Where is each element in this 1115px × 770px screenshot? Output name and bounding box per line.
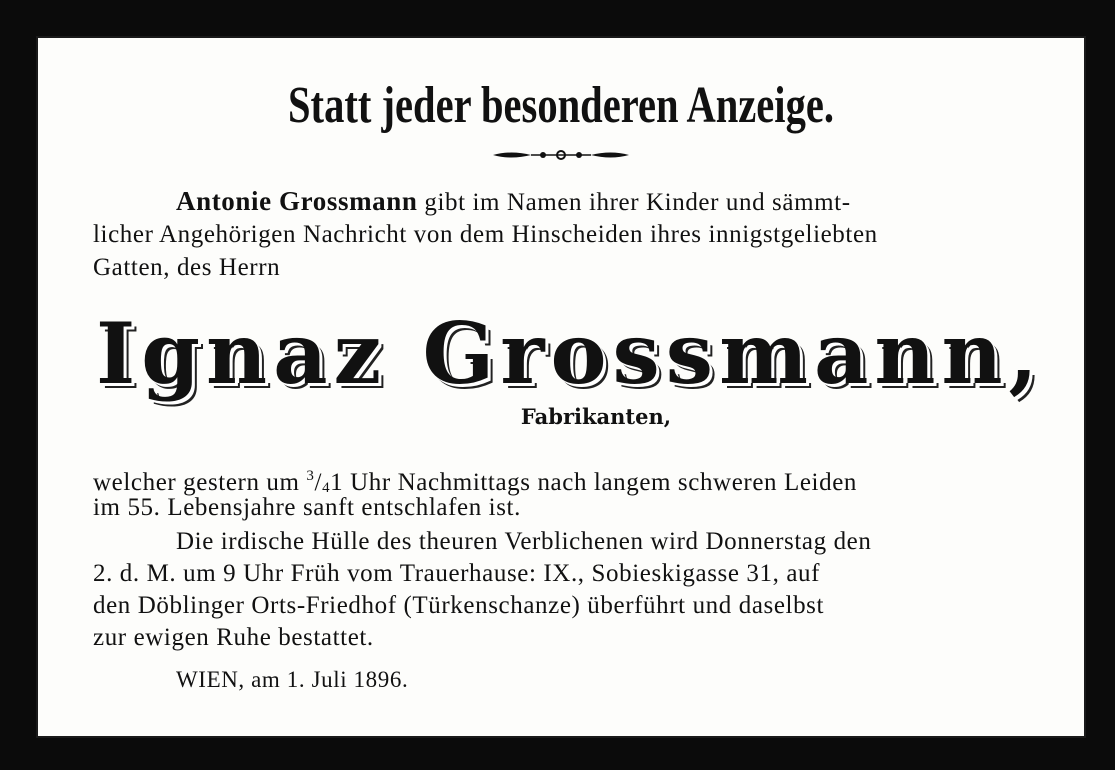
headline: Statt jeder besonderen Anzeige. bbox=[288, 77, 834, 134]
deceased-name: Ignaz Grossmann, bbox=[96, 304, 1044, 403]
intro-line-2: licher Angehörigen Nachricht von dem Hinscheiden ihres innigstgeliebten bbox=[93, 221, 878, 248]
widow-name: Antonie Grossmann bbox=[176, 186, 418, 216]
body2-line-4: zur ewigen Ruhe bestattet. bbox=[93, 624, 374, 651]
body-line-1-text-a: welcher gestern um bbox=[93, 469, 307, 496]
body2-line-3: den Döblinger Orts-Friedhof (Türkenschanze) überführt und daselbst bbox=[93, 592, 825, 619]
body-line-2: im 55. Lebensjahre sanft entschlafen ist. bbox=[93, 494, 521, 521]
body-line-1-text-b: 1 Uhr Nachmittags nach langem schweren Leiden bbox=[330, 469, 857, 496]
obituary-notice bbox=[36, 36, 1086, 738]
dateline: WIEN, am 1. Juli 1896. bbox=[176, 667, 409, 692]
body2-line-1: Die irdische Hülle des theuren Verblichenen wird Donnerstag den bbox=[176, 528, 872, 555]
intro-line-1-text: gibt im Namen ihrer Kinder und sämmt- bbox=[417, 189, 851, 216]
decorative-ornament-icon bbox=[491, 148, 631, 162]
body2-line-2: 2. d. M. um 9 Uhr Früh vom Trauerhause: IX., Sobieskigasse 31, auf bbox=[93, 560, 821, 587]
body-line-1: welcher gestern um $^3/_41$ Uhr Nachmittags nach langem schweren Leiden bbox=[93, 468, 857, 496]
fraction-denominator: 4 bbox=[322, 480, 331, 496]
intro-line-3: Gatten, des Herrn bbox=[93, 254, 281, 281]
fraction-numerator: 3 bbox=[306, 468, 315, 484]
intro-line-1 bbox=[176, 186, 851, 218]
deceased-title: Fabrikanten, bbox=[520, 404, 672, 429]
